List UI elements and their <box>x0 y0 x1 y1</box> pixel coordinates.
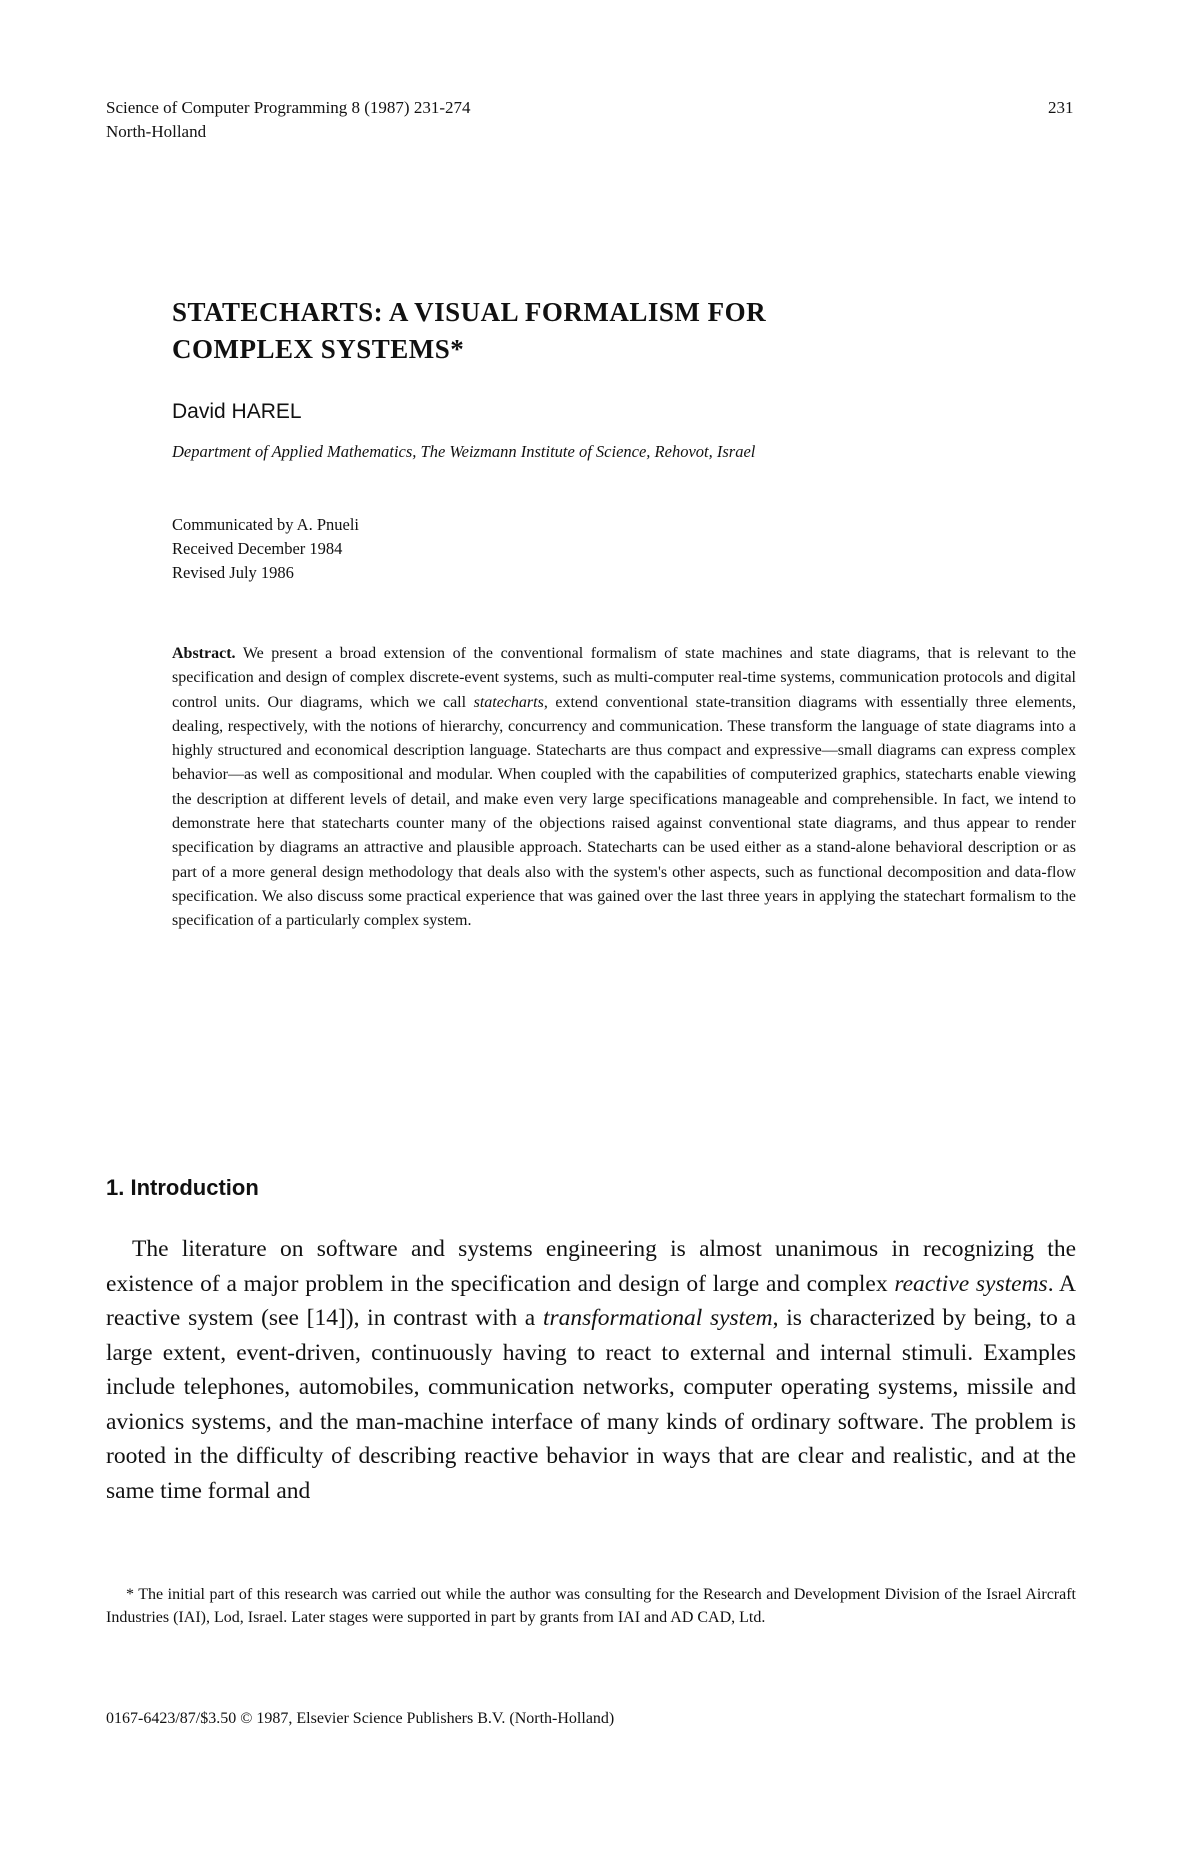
abstract-text-2: , extend conventional state-transition diagrams with essentially three elements, dealing, respectively, with the notions of hierarchy, concurrency and communication. These transform the language of state diagrams into a highly structured and economical description language. Statecharts are thus compact and expressive—small diagrams can express complex behavior—as well as compositional and modular. When coupled with the capabilities of computerized graphics, statecharts enable viewing the description at different levels of detail, and make even very large specifications manageable and comprehensible. In fact, we intend to demonstrate here that statecharts counter many of the objections raised against conventional state diagrams, and thus appear to render specification by diagrams an attractive and plausible approach. Statecharts can be used either as a stand-alone behavioral description or as part of a more general design methodology that deals also with the system's other aspects, such as functional decomposition and data-flow specification. We also discuss some practical experience that was gained over the last three years in applying the statechart formalism to the specification of a particularly complex system. <box>172 693 1076 930</box>
abstract-label: Abstract. <box>172 645 236 662</box>
title-line-1: STATECHARTS: A VISUAL FORMALISM FOR <box>172 297 767 327</box>
journal-citation: Science of Computer Programming 8 (1987) 231-274 <box>106 98 471 117</box>
intro-italic-reactive: reactive systems <box>894 1270 1048 1297</box>
page-number: 231 <box>1048 98 1074 117</box>
section-heading: 1. Introduction <box>106 1175 259 1200</box>
author-name: David HAREL <box>172 400 302 423</box>
abstract <box>172 642 1076 934</box>
intro-text-1: The literature on software and systems engineering is almost unanimous in recognizing the existence of a major problem in the specification and design of large and complex <box>106 1236 1076 1297</box>
received-date: Received December 1984 <box>172 539 343 558</box>
intro-italic-transformational: transformational system <box>542 1305 773 1331</box>
footnote-text: The initial part of this research was carried out while the author was consulting for the Research and Development Division of the Israel Aircraft Industries (IAI), Lod, Israel. Later stages were supported in part by grants from IAI and AD CAD, Ltd. <box>106 1586 1076 1626</box>
copyright-line: 0167-6423/87/$3.50 © 1987, Elsevier Science Publishers B.V. (North-Holland) <box>106 1710 615 1727</box>
intro-paragraph <box>106 1232 1076 1508</box>
title-line-2: COMPLEX SYSTEMS* <box>172 334 465 364</box>
paper-title <box>172 294 766 368</box>
abstract-text-1: We present a broad extension of the conventional formalism of state machines and state diagrams, that is relevant to the specification and design of complex discrete-event systems, such as multi-computer real-time systems, communication protocols and digital control units. Our diagrams, which we call <box>172 645 1077 711</box>
footnote-mark: * <box>126 1586 134 1603</box>
publisher: North-Holland <box>106 122 207 141</box>
abstract-italic-term: statecharts <box>473 693 544 711</box>
footnote <box>106 1584 1076 1629</box>
communicated-by: Communicated by A. Pnueli <box>172 515 359 534</box>
submission-info <box>172 513 359 585</box>
author-affiliation: Department of Applied Mathematics, The Weizmann Institute of Science, Rehovot, Israel <box>172 442 756 461</box>
intro-text-2: . A reactive system (see [14]), in contrast with a <box>106 1270 1077 1331</box>
intro-text-3: , is characterized by being, to a large extent, event-driven, continuously having to react to external and internal stimuli. Examples include telephones, automobiles, communication networks, computer operating systems, missile and avionics systems, and the man-machine interface of many kinds of ordinary software. The problem is rooted in the difficulty of describing reactive behavior in ways that are clear and realistic, and at the same time formal and <box>106 1305 1076 1504</box>
revised-date: Revised July 1986 <box>172 563 294 582</box>
